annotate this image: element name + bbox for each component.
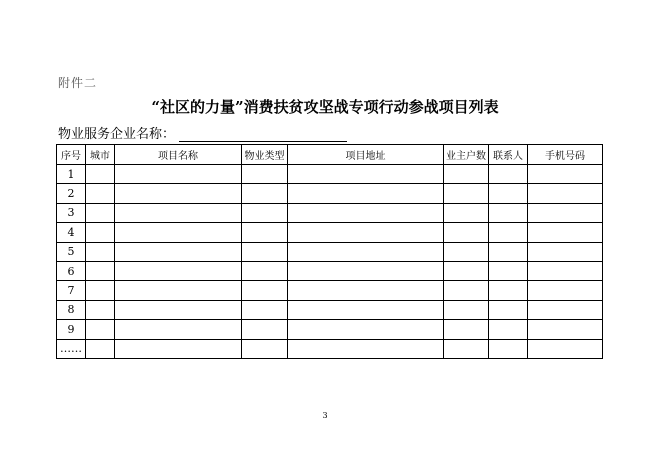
cell — [528, 320, 603, 339]
row-serial: 2 — [57, 184, 86, 203]
cell — [242, 165, 288, 184]
cell — [86, 320, 115, 339]
cell — [444, 203, 489, 222]
cell — [444, 320, 489, 339]
header-property-type: 物业类型 — [242, 145, 288, 165]
cell — [115, 281, 242, 300]
cell — [528, 242, 603, 261]
cell — [86, 242, 115, 261]
table-row — [57, 300, 603, 319]
cell — [242, 281, 288, 300]
table-header-row — [57, 145, 603, 165]
cell — [288, 203, 444, 222]
page-number: 3 — [322, 411, 328, 420]
cell — [115, 261, 242, 280]
cell — [115, 339, 242, 358]
cell — [86, 203, 115, 222]
cell — [444, 339, 489, 358]
cell — [489, 223, 528, 242]
cell — [86, 261, 115, 280]
row-serial: 6 — [57, 261, 86, 280]
project-list-table — [56, 144, 603, 359]
cell — [288, 165, 444, 184]
cell — [242, 203, 288, 222]
header-project-name: 项目名称 — [115, 145, 242, 165]
cell — [288, 339, 444, 358]
table-row — [57, 320, 603, 339]
cell — [528, 261, 603, 280]
company-name-blank-line — [179, 128, 347, 142]
table-row — [57, 339, 603, 358]
cell — [528, 281, 603, 300]
cell — [444, 165, 489, 184]
cell — [115, 184, 242, 203]
header-project-address: 项目地址 — [288, 145, 444, 165]
cell — [242, 223, 288, 242]
cell — [444, 300, 489, 319]
row-serial: 5 — [57, 242, 86, 261]
cell — [288, 184, 444, 203]
cell — [115, 300, 242, 319]
cell — [444, 281, 489, 300]
table-row — [57, 281, 603, 300]
cell — [288, 300, 444, 319]
cell — [489, 184, 528, 203]
cell — [86, 300, 115, 319]
cell — [444, 242, 489, 261]
company-name-field — [58, 123, 347, 142]
cell — [86, 339, 115, 358]
cell — [528, 339, 603, 358]
cell — [489, 339, 528, 358]
table-row — [57, 203, 603, 222]
cell — [528, 165, 603, 184]
cell — [489, 165, 528, 184]
header-phone: 手机号码 — [528, 145, 603, 165]
header-serial: 序号 — [57, 145, 86, 165]
company-name-label: 物业服务企业名称： — [58, 127, 176, 142]
row-serial: …… — [57, 339, 86, 358]
cell — [86, 165, 115, 184]
cell — [288, 320, 444, 339]
cell — [288, 242, 444, 261]
cell — [444, 184, 489, 203]
cell — [86, 223, 115, 242]
row-serial: 9 — [57, 320, 86, 339]
header-contact: 联系人 — [489, 145, 528, 165]
row-serial: 3 — [57, 203, 86, 222]
table-row — [57, 165, 603, 184]
cell — [115, 203, 242, 222]
cell — [489, 300, 528, 319]
row-serial: 4 — [57, 223, 86, 242]
cell — [489, 203, 528, 222]
table-row — [57, 242, 603, 261]
cell — [115, 223, 242, 242]
cell — [444, 223, 489, 242]
cell — [489, 281, 528, 300]
cell — [242, 261, 288, 280]
cell — [288, 281, 444, 300]
cell — [288, 261, 444, 280]
cell — [242, 242, 288, 261]
cell — [444, 261, 489, 280]
cell — [528, 203, 603, 222]
cell — [489, 242, 528, 261]
cell — [242, 320, 288, 339]
cell — [528, 223, 603, 242]
cell — [86, 281, 115, 300]
row-serial: 1 — [57, 165, 86, 184]
table-row — [57, 223, 603, 242]
cell — [528, 184, 603, 203]
cell — [86, 184, 115, 203]
document-title: “社区的力量”消费扶贫攻坚战专项行动参战项目列表 — [151, 98, 499, 116]
cell — [115, 320, 242, 339]
cell — [242, 339, 288, 358]
cell — [528, 300, 603, 319]
table-row — [57, 184, 603, 203]
attachment-label: 附件二 — [58, 76, 98, 90]
header-household-count: 业主户数 — [444, 145, 489, 165]
cell — [115, 165, 242, 184]
table-row — [57, 261, 603, 280]
cell — [115, 242, 242, 261]
cell — [242, 184, 288, 203]
cell — [489, 261, 528, 280]
cell — [242, 300, 288, 319]
header-city: 城市 — [86, 145, 115, 165]
row-serial: 8 — [57, 300, 86, 319]
row-serial: 7 — [57, 281, 86, 300]
cell — [288, 223, 444, 242]
cell — [489, 320, 528, 339]
